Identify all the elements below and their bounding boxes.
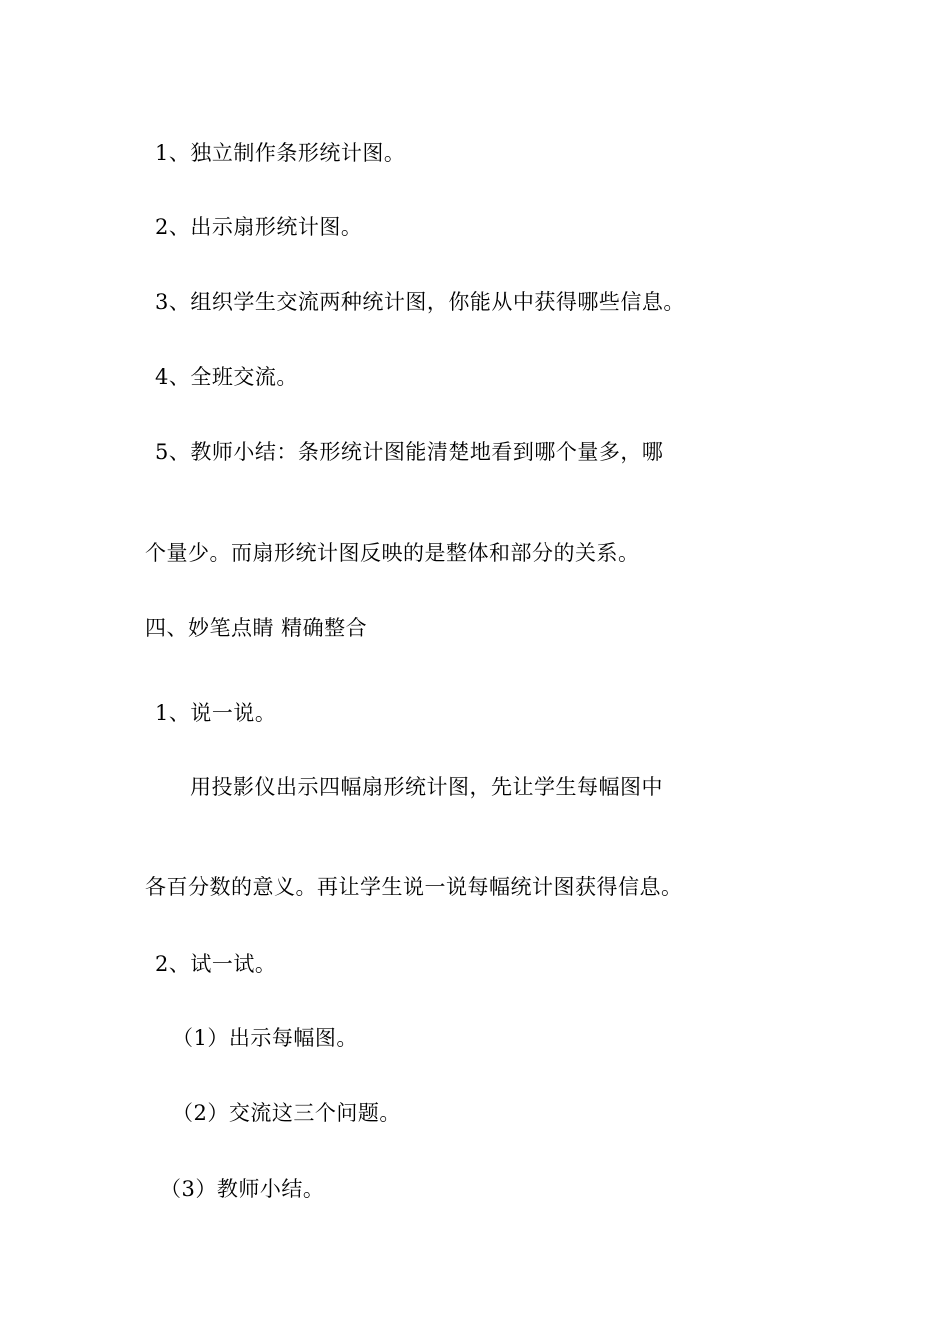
paragraph-continuation: 个量少。而扇形统计图反映的是整体和部分的关系。 bbox=[145, 541, 640, 565]
sub-item-2: （2）交流这三个问题。 bbox=[172, 1101, 401, 1125]
subsection-1: 1、说一说。 bbox=[155, 701, 277, 725]
sub-item-3: （3）教师小结。 bbox=[160, 1177, 325, 1201]
list-item-4: 4、全班交流。 bbox=[155, 365, 298, 389]
section-heading: 四、妙笔点睛 精确整合 bbox=[145, 616, 368, 640]
list-item-5: 5、教师小结：条形统计图能清楚地看到哪个量多，哪 bbox=[155, 440, 664, 464]
subsection-2: 2、试一试。 bbox=[155, 952, 277, 976]
sub-item-1: （1）出示每幅图。 bbox=[172, 1026, 358, 1050]
list-item-3: 3、组织学生交流两种统计图，你能从中获得哪些信息。 bbox=[155, 290, 685, 314]
list-item-1: 1、独立制作条形统计图。 bbox=[155, 141, 406, 165]
paragraph-indented: 用投影仪出示四幅扇形统计图，先让学生每幅图中 bbox=[190, 775, 663, 799]
paragraph-continuation-2: 各百分数的意义。再让学生说一说每幅统计图获得信息。 bbox=[145, 875, 683, 899]
list-item-2: 2、出示扇形统计图。 bbox=[155, 215, 363, 239]
